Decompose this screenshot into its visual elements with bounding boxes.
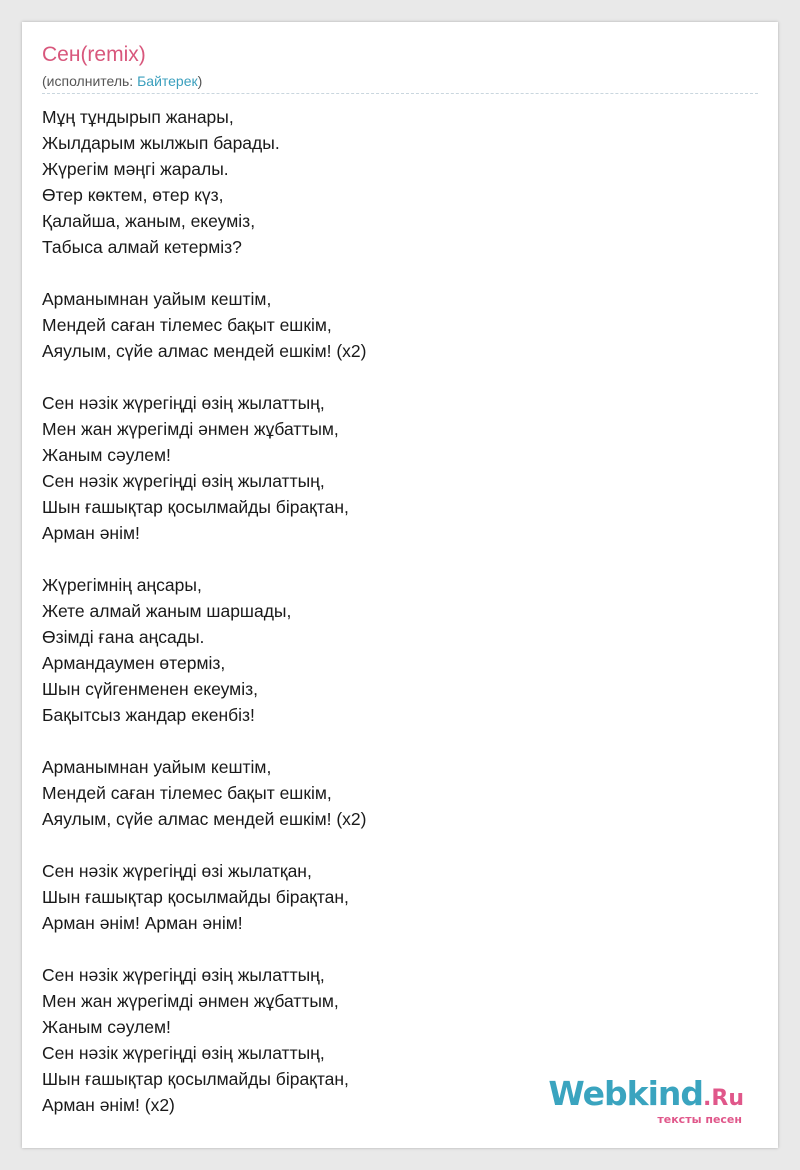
- lyrics-page: [22, 22, 778, 1148]
- lyric-line: Аяулым, сүйе алмас мендей ешкім! (x2): [42, 341, 367, 361]
- lyric-line: Өтер көктем, өтер күз,: [42, 185, 224, 205]
- lyric-line: Мендей саған тілемес бақыт ешкім,: [42, 783, 332, 803]
- lyric-line: Қалайша, жаным, екеуміз,: [42, 211, 256, 231]
- stanza-break: [42, 832, 366, 858]
- lyric-line: Жете алмай жаным шаршады,: [42, 601, 292, 621]
- lyric-line: Сен нәзік жүрегіңді өзі жылатқан,: [42, 861, 312, 881]
- logo-wordmark: [548, 1074, 744, 1116]
- lyric-line: Шын ғашықтар қосылмайды бірақтан,: [42, 1069, 349, 1089]
- lyric-line: Бақытсыз жандар екенбіз!: [42, 705, 255, 725]
- stanza-break: [42, 728, 366, 754]
- lyric-line: Жүрегімнің аңсары,: [42, 575, 202, 595]
- lyrics-text: [42, 104, 366, 1118]
- lyric-line: Табыса алмай кетерміз?: [42, 237, 242, 257]
- lyric-line: Мен жан жүрегімді әнмен жұбаттым,: [42, 419, 339, 439]
- lyric-line: Шын сүйгенменен екеуміз,: [42, 679, 258, 699]
- stanza-break: [42, 364, 366, 390]
- stanza-break: [42, 936, 366, 962]
- logo-tld: .Ru: [703, 1086, 744, 1111]
- lyric-line: Шын ғашықтар қосылмайды бірақтан,: [42, 497, 349, 517]
- title-divider: [42, 93, 758, 94]
- byline-suffix: ): [197, 73, 203, 89]
- lyric-line: Өзімді ғана аңсады.: [42, 627, 205, 647]
- lyric-line: Жаным сәулем!: [42, 1017, 171, 1037]
- lyric-line: Сен нәзік жүрегіңді өзің жылаттың,: [42, 965, 325, 985]
- lyric-line: Армандаумен өтерміз,: [42, 653, 226, 673]
- song-title: Сен(remix): [42, 43, 146, 66]
- webkind-logo: [548, 1074, 744, 1126]
- artist-link[interactable]: Байтерек: [137, 73, 198, 89]
- lyric-line: Жылдарым жылжып барады.: [42, 133, 280, 153]
- lyric-line: Жаным сәулем!: [42, 445, 171, 465]
- lyric-line: Сен нәзік жүрегіңді өзің жылаттың,: [42, 471, 325, 491]
- lyric-line: Мендей саған тілемес бақыт ешкім,: [42, 315, 332, 335]
- logo-brand: Webkind: [548, 1074, 704, 1113]
- lyric-line: Аяулым, сүйе алмас мендей ешкім! (x2): [42, 809, 367, 829]
- lyric-line: Арман әнім! (x2): [42, 1095, 175, 1115]
- lyric-line: Арманымнан уайым кештім,: [42, 757, 272, 777]
- lyric-line: Арман әнім!: [42, 523, 140, 543]
- lyric-line: Жүрегім мәңгі жаралы.: [42, 159, 229, 179]
- lyric-line: Шын ғашықтар қосылмайды бірақтан,: [42, 887, 349, 907]
- artist-byline: [42, 72, 202, 90]
- logo-tagline: тексты песен: [657, 1113, 742, 1126]
- lyric-line: Арманымнан уайым кештім,: [42, 289, 272, 309]
- stanza-break: [42, 260, 366, 286]
- stanza-break: [42, 546, 366, 572]
- lyric-line: Мұң тұндырып жанары,: [42, 107, 234, 127]
- lyric-line: Сен нәзік жүрегіңді өзің жылаттың,: [42, 1043, 325, 1063]
- byline-prefix: (исполнитель:: [42, 73, 138, 89]
- lyric-line: Мен жан жүрегімді әнмен жұбаттым,: [42, 991, 339, 1011]
- lyric-line: Сен нәзік жүрегіңді өзің жылаттың,: [42, 393, 325, 413]
- lyric-line: Арман әнім! Арман әнім!: [42, 913, 243, 933]
